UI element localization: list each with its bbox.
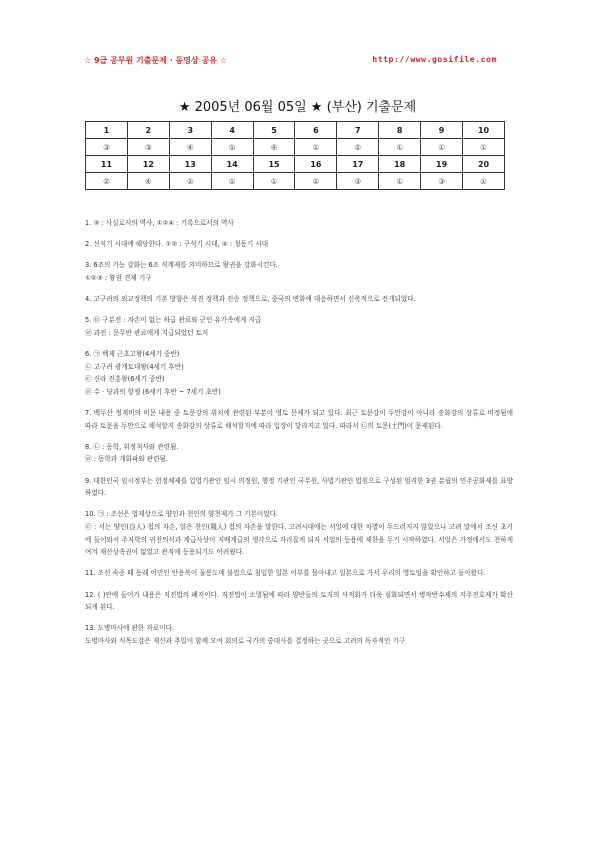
explanation-line: 6. ㉠ 백제 근초고왕(4세기 중반) <box>85 350 180 359</box>
explanation-line: 도병마사와 식목도감은 재신과 추밀이 함께 모여 회의로 국가의 중대사를 결정하는 곳으로 고려의 독자적인 기구 <box>85 636 406 645</box>
explanation-line: ㉣ 수 · 당과의 항쟁 (6세기 후반 ~ 7세기 초반) <box>85 387 221 396</box>
explanation-item <box>85 475 513 500</box>
page-title: ★ 2005년 06월 05일 ★ (부산) 기출문제 <box>178 100 417 115</box>
explanation-item <box>85 622 513 647</box>
explanation-line: 9. 대한민국 임시정부는 헌정체제를 입법기관인 임시 의정원, 행정 기관인 국무원, 사법기관인 법원으로 구성된 엄격한 3권 분립의 민주공화제를 표방하였다. <box>85 476 513 498</box>
explanation-item <box>85 441 513 466</box>
question-number-cell: 1 <box>86 122 128 139</box>
question-number-cell: 20 <box>463 156 505 173</box>
explanation-line: 4. 고구려의 외교정책의 기본 방향은 북진 정책과 진승 정책으로, 중국의 변화에 대응하면서 신축적으로 전개되었다. <box>85 295 416 304</box>
answer-cell: ① <box>379 139 421 156</box>
explanation-line: ㉢ 신라 진흥왕(6세기 중반) <box>85 375 165 384</box>
answer-cell: ④ <box>253 139 295 156</box>
explanation-line: ㉣ : 동학과 개화파와 관련됨. <box>85 455 168 464</box>
answer-cell: ② <box>337 139 379 156</box>
answer-cell: ① <box>211 173 253 190</box>
header-url-link[interactable]: http://www.gosifile.com <box>372 55 497 64</box>
answer-cell: ① <box>421 139 463 156</box>
explanation-item <box>85 407 513 432</box>
question-number-cell: 18 <box>379 156 421 173</box>
question-number-cell: 7 <box>337 122 379 139</box>
question-number-cell: 15 <box>253 156 295 173</box>
answer-table-number-row <box>86 156 505 173</box>
explanation-line: ㉡ 고구려 광개토대왕(4세기 후반) <box>85 362 184 371</box>
explanation-line: 2. 신석기 시대에 해당한다. ①② : 구석기 시대, ④ : 청동기 시대 <box>85 240 269 249</box>
question-number-cell: 6 <box>295 122 337 139</box>
explanation-item <box>85 348 513 398</box>
question-number-cell: 17 <box>337 156 379 173</box>
question-number-cell: 11 <box>86 156 128 173</box>
answer-cell: ① <box>463 173 505 190</box>
explanation-line: 11. 조선 숙종 때 동래 어민인 안용복이 울릉도에 불법으로 침입한 일본 어부를 몰아내고 일본으로 가서 우리의 영토임을 확인하고 돌아왔다. <box>85 569 486 578</box>
explanation-line: 5. ㉤ 구분전 : 자손이 없는 하급 관료와 군인 유가족에게 지급 <box>85 316 262 325</box>
answer-cell: ④ <box>127 173 169 190</box>
answer-cell: ① <box>295 139 337 156</box>
answer-cell: ① <box>211 139 253 156</box>
explanation-item <box>85 217 513 230</box>
answer-table-answer-row <box>86 173 505 190</box>
answer-cell: ① <box>379 173 421 190</box>
explanation-line: 1. ③ : 사실로서의 역사, ①②④ : 기록으로서의 역사 <box>85 219 234 227</box>
explanation-line: 7. 백두산 정계비의 비문 내용 중 토문강의 위치에 관련된 부분이 영토 문제가 되고 있다. 최근 토문강이 두만강이 아니라 송화강의 상류로 비정됨에 따라 토문을 두만으로 해석할지 송화강의 상류로 해석할지에 따라 입장이 달라지고 있다. 따라서 ㉡의 토문(土門)이 문제된다. <box>85 409 513 430</box>
explanation-item <box>85 259 513 284</box>
explanation-line: 3. 6조의 기능 강화는 6조 직계제를 의미하므로 왕권을 강화시킨다. <box>85 261 278 270</box>
explanation-item <box>85 589 513 614</box>
answer-table <box>85 121 505 190</box>
explanation-item <box>85 293 513 306</box>
question-number-cell: 13 <box>169 156 211 173</box>
answer-cell: ② <box>295 173 337 190</box>
answer-cell: ② <box>86 173 128 190</box>
answer-cell: ④ <box>169 139 211 156</box>
question-number-cell: 16 <box>295 156 337 173</box>
answer-cell: ③ <box>337 173 379 190</box>
answer-cell: ① <box>463 139 505 156</box>
answer-cell: ③ <box>127 139 169 156</box>
question-number-cell: 19 <box>421 156 463 173</box>
question-number-cell: 2 <box>127 122 169 139</box>
explanation-line: ㉣ 과전 : 문무반 관료에게 지급되었던 토지 <box>85 328 209 337</box>
answer-cell: ① <box>253 173 295 190</box>
question-number-cell: 10 <box>463 122 505 139</box>
explanation-item <box>85 238 513 251</box>
question-number-cell: 9 <box>421 122 463 139</box>
explanation-line: 12. ( )안에 들어가 내용은 직전법의 폐지이다. 직전법이 소멸됨에 따라 양반들의 토지의 사적화가 더욱 심화되면서 병작반수제의 지주전호제가 확산되게 된다. <box>85 590 513 612</box>
explanation-line: 8. ㉡ : 동학, 위정척사와 관련됨. <box>85 442 179 451</box>
question-number-cell: 8 <box>379 122 421 139</box>
explanation-line: 10. ㉠ : 조선은 법제상으로 양인과 천인의 양천제가 그 기본이었다. <box>85 510 279 519</box>
explanation-item <box>85 314 513 339</box>
answer-cell: ② <box>169 173 211 190</box>
explanation-line: ①②③ : 왕권 견제 기구 <box>85 273 152 282</box>
question-number-cell: 12 <box>127 156 169 173</box>
question-number-cell: 4 <box>211 122 253 139</box>
answer-cell: ③ <box>86 139 128 156</box>
explanation-item <box>85 567 513 580</box>
question-number-cell: 3 <box>169 122 211 139</box>
explanation-line: 13. 도병마사에 관한 자료이다. <box>85 624 174 633</box>
explanation-item <box>85 508 513 558</box>
answer-table-answer-row <box>86 139 505 156</box>
explanations-section <box>85 217 513 656</box>
page-header <box>84 55 497 67</box>
answer-table-number-row <box>86 122 505 139</box>
answer-cell: ③ <box>421 173 463 190</box>
explanation-line: ㉢ : 서는 양인(良人) 첩의 자손, 얼은 천인(賤人) 첩의 자손을 말한다. 고려시대에는 서얼에 대한 차별이 두드러지지 않았으나 고려 말에서 조선 초기에 들어와서 주자학의 귀천의식과 계급사상이 지배계급의 생각으로 자리잡게 되자 서얼의 등용에 제한을 두기 시작하였다. 서얼은 가정에서도 천하게 여겨 재산상속권이 없었고 관직에 등용되기도 어려웠다. <box>85 523 513 557</box>
question-number-cell: 14 <box>211 156 253 173</box>
question-number-cell: 5 <box>253 122 295 139</box>
header-left-text: ☆ 9급 공무원 기출문제 · 동영상 공유 ☆ <box>84 56 227 65</box>
